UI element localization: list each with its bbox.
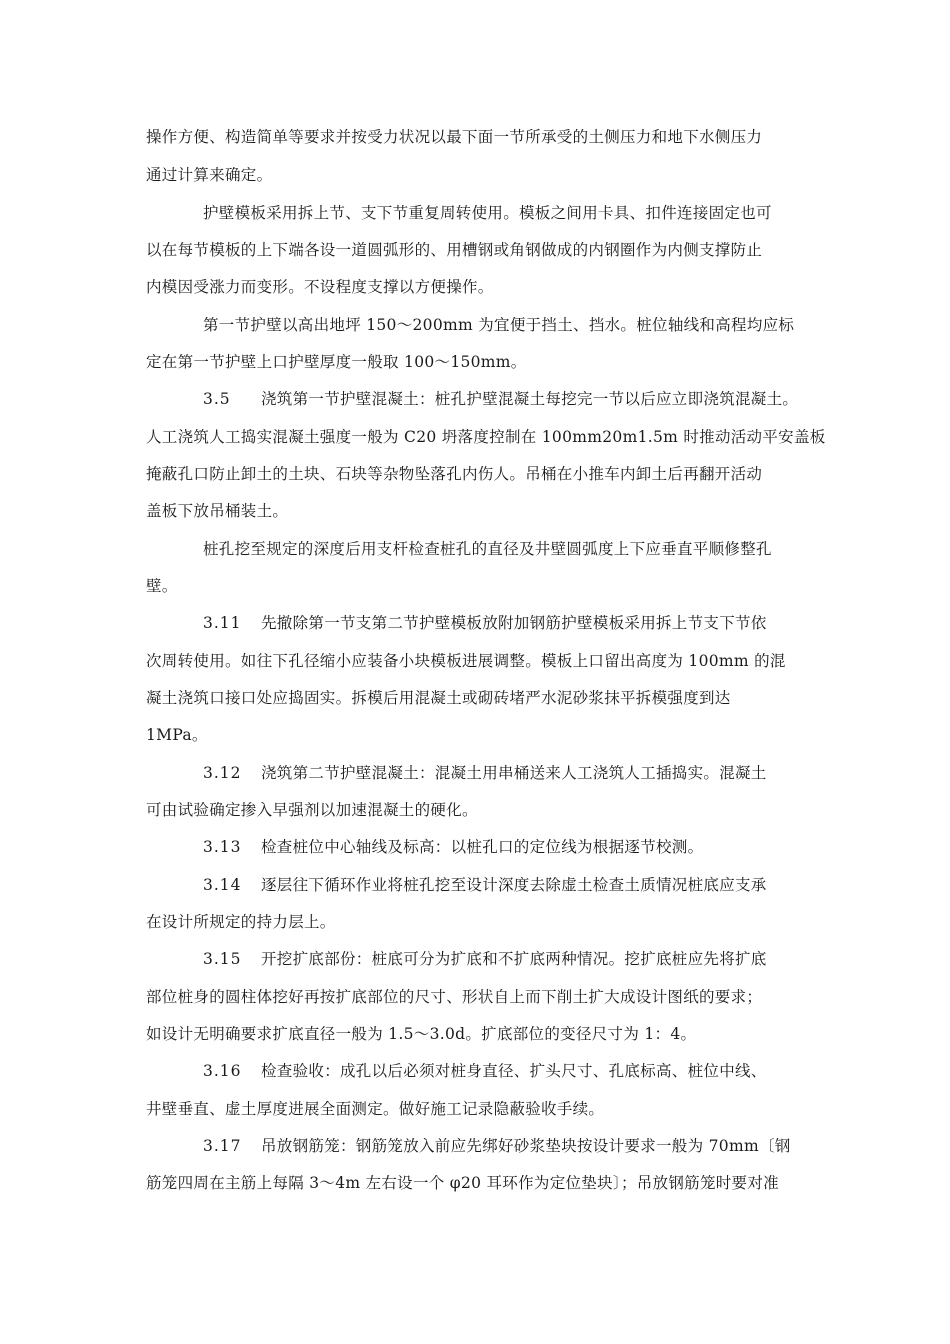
section-line — [203, 613, 903, 633]
section-line — [203, 875, 903, 895]
body-text-line: 以在每节模板的上下端各设一道圆弧形的、用槽钢或角钢做成的内钢圈作为内侧支撑防止 — [146, 241, 763, 259]
section-text: 检查桩位中心轴线及标高：以桩孔口的定位线为根据逐节校测。 — [261, 838, 704, 856]
section-number: 3.11 — [203, 614, 242, 632]
paragraph-first-line: 桩孔挖至规定的深度后用支杆检查桩孔的直径及井壁圆弧度上下应垂直平顺修整孔 — [203, 540, 772, 558]
section-number: 3.12 — [203, 764, 242, 782]
body-text-line: 壁。 — [146, 577, 178, 595]
body-text-line: 如设计无明确要求扩底直径一般为 1.5～3.0d。扩底部位的变径尺寸为 1：4。 — [146, 1025, 697, 1043]
section-number: 3.16 — [203, 1062, 242, 1080]
section-text: 先撤除第一节支第二节护壁模板放附加钢筋护壁模板采用拆上节支下节依 — [261, 614, 767, 632]
body-text-line: 通过计算来确定。 — [146, 166, 273, 184]
section-line — [203, 389, 903, 409]
section-text: 浇筑第一节护壁混凝土：桩孔护壁混凝土每挖完一节以后应立即浇筑混凝土。 — [261, 390, 799, 408]
section-number: 3.17 — [203, 1137, 242, 1155]
section-number: 3.5 — [203, 390, 231, 408]
body-text-line: 盖板下放吊桶装土。 — [146, 502, 289, 520]
body-text-line: 内模因受涨力而变形。不设程度支撑以方便操作。 — [146, 278, 494, 296]
body-text-line: 部位桩身的圆柱体挖好再按扩底部位的尺寸、形状自上而下削土扩大成设计图纸的要求； — [146, 988, 763, 1006]
body-text-line: 在设计所规定的持力层上。 — [146, 913, 336, 931]
section-number: 3.15 — [203, 950, 242, 968]
section-number: 3.14 — [203, 876, 242, 894]
body-text-line: 掩蔽孔口防止卸土的土块、石块等杂物坠落孔内伤人。吊桶在小推车内卸土后再翻开活动 — [146, 465, 763, 483]
section-text: 浇筑第二节护壁混凝土：混凝土用串桶送来人工浇筑人工插捣实。混凝土 — [261, 764, 767, 782]
body-text-line: 次周转使用。如往下孔径缩小应装备小块模板进展调整。模板上口留出高度为 100mm 的混 — [146, 652, 786, 670]
body-text-line: 人工浇筑人工捣实混凝土强度一般为 C20 坍落度控制在 100mm20m1.5m 时推动活动平安盖板 — [146, 428, 826, 446]
section-line — [203, 1136, 903, 1156]
body-text-line: 凝土浇筑口接口处应捣固实。拆模后用混凝土或砌砖堵严水泥砂浆抹平拆模强度到达 — [146, 689, 731, 707]
section-text: 检查验收：成孔以后必须对桩身直径、扩头尺寸、孔底标高、桩位中线、 — [261, 1062, 767, 1080]
section-line — [203, 949, 903, 969]
paragraph-first-line: 护壁模板采用拆上节、支下节重复周转使用。模板之间用卡具、扣件连接固定也可 — [203, 204, 772, 222]
body-text-line: 定在第一节护壁上口护壁厚度一般取 100～150mm。 — [146, 353, 527, 371]
section-line — [203, 837, 903, 857]
paragraph-first-line: 第一节护壁以高出地坪 150～200mm 为宜便于挡土、挡水。桩位轴线和高程均应标 — [203, 316, 795, 334]
section-line — [203, 763, 903, 783]
body-text-line: 可由试验确定掺入早强剂以加速混凝土的硬化。 — [146, 801, 478, 819]
body-text-line: 井壁垂直、虚土厚度进展全面测定。做好施工记录隐蔽验收手续。 — [146, 1100, 605, 1118]
section-number: 3.13 — [203, 838, 242, 856]
body-text-line: 1MPa。 — [146, 726, 208, 744]
body-text-line: 筋笼四周在主筋上每隔 3～4m 左右设一个 φ20 耳环作为定位垫块〕；吊放钢筋笼时要对准 — [146, 1174, 779, 1192]
section-text: 吊放钢筋笼：钢筋笼放入前应先绑好砂浆垫块按设计要求一般为 70mm〔钢 — [261, 1137, 791, 1155]
body-text-line: 操作方便、构造简单等要求并按受力状况以最下面一节所承受的土侧压力和地下水侧压力 — [146, 128, 763, 146]
section-text: 开挖扩底部份：桩底可分为扩底和不扩底两种情况。挖扩底桩应先将扩底 — [261, 950, 767, 968]
section-text: 逐层往下循环作业将桩孔挖至设计深度去除虚土检查土质情况桩底应支承 — [261, 876, 767, 894]
section-line — [203, 1061, 903, 1081]
